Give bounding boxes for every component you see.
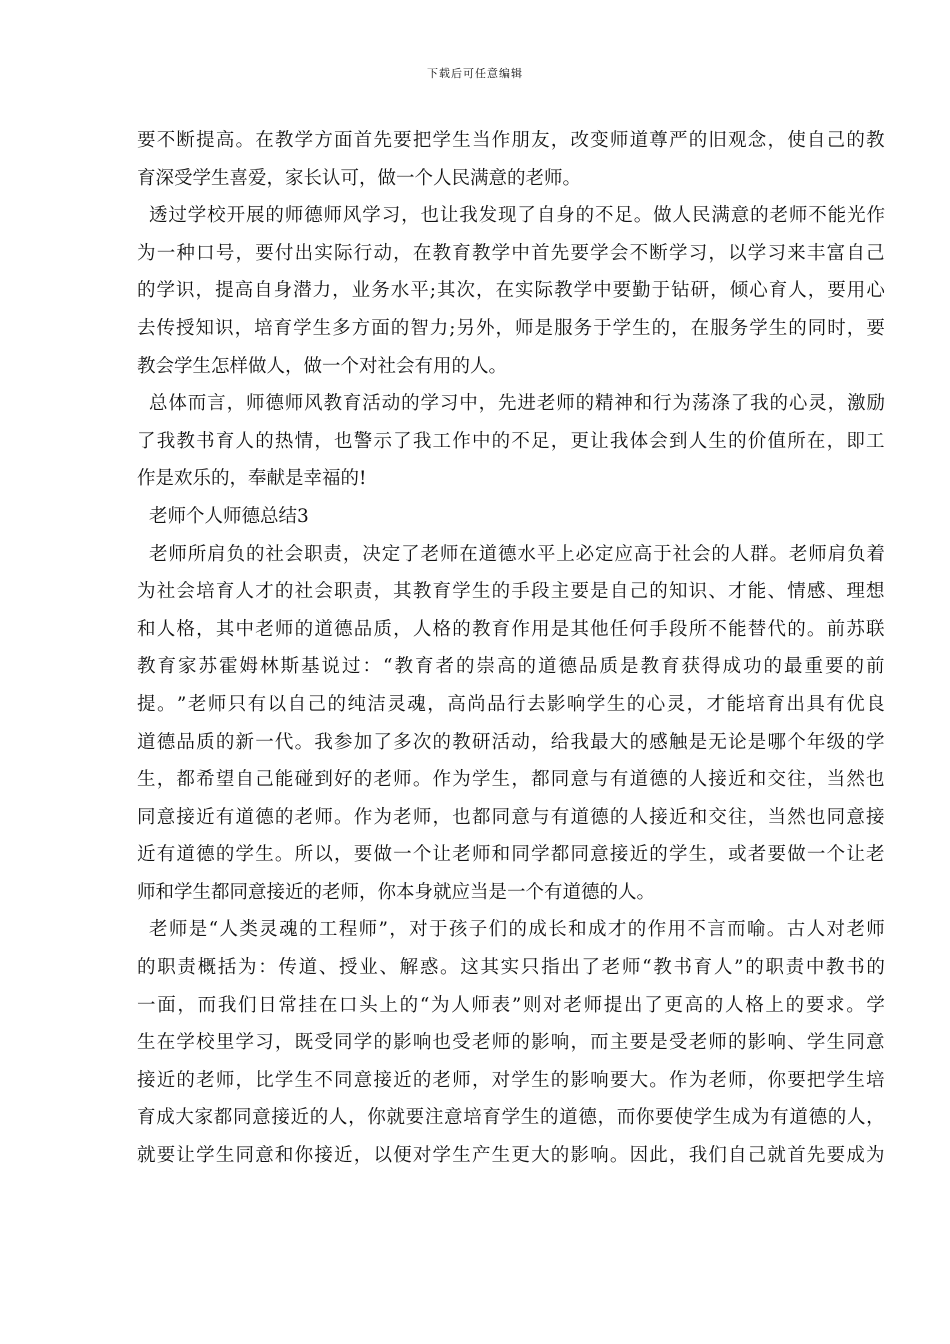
text-line: 育深受学生喜爱，家长认可，做一个人民满意的老师。 xyxy=(137,167,582,189)
text-line: 的 职 责 概 括 为 ： 传 道 、 授 业 、 解 惑 。 这 其 实 只 指 出 了 老 师 “ 教 书 育 人 ” 的 职 责 中 教 书 的 xyxy=(137,957,885,979)
text-line: 总 体 而 言 ， 师 德 师 风 教 育 活 动 的 学 习 中 ， 先 进 老 师 的 精 神 和 行 为 荡 涤 了 我 的 心 灵 ， 激 励 xyxy=(149,393,885,415)
text-line: 育 成 大 家 都 同 意 接 近 的 人 ， 你 就 要 注 意 培 育 学 生 的 道 德 ， 而 你 要 使 学 生 成 为 有 道 德 的 人 ， xyxy=(137,1107,885,1129)
text-line: 师和学生都同意接近的老师，你本身就应当是一个有道德的人。 xyxy=(137,881,656,903)
text-line: 接 近 的 老 师 ， 比 学 生 不 同 意 接 近 的 老 师 ， 对 学 生 的 影 响 要 大 。 作 为 老 师 ， 你 要 把 学 生 培 xyxy=(137,1069,885,1091)
text-line: 道 德 品 质 的 新 一 代 。 我 参 加 了 多 次 的 教 研 活 动 ， 给 我 最 大 的 感 触 是 无 论 是 哪 个 年 级 的 学 xyxy=(137,731,885,753)
text-line: 为 一 种 口 号 ， 要 付 出 实 际 行 动 ， 在 教 育 教 学 中 首 先 要 学 会 不 断 学 习 ， 以 学 习 来 丰 富 自 己 xyxy=(137,242,885,264)
text-line: 透 过 学 校 开 展 的 师 德 师 风 学 习 ， 也 让 我 发 现 了 自 身 的 不 足 。 做 人 民 满 意 的 老 师 不 能 光 作 xyxy=(149,205,885,227)
text-line: 教 育 家 苏 霍 姆 林 斯 基 说 过 ： “ 教 育 者 的 崇 高 的 道 德 品 质 是 教 育 获 得 成 功 的 最 重 要 的 前 xyxy=(137,656,885,678)
document-body xyxy=(137,122,885,1175)
text-line: 生 在 学 校 里 学 习 ， 既 受 同 学 的 影 响 也 受 老 师 的 影 响 ， 而 主 要 是 受 老 师 的 影 响 、 学 生 同 意 xyxy=(137,1032,885,1054)
text-line: 老 师 所 肩 负 的 社 会 职 责 ， 决 定 了 老 师 在 道 德 水 平 上 必 定 应 高 于 社 会 的 人 群 。 老 师 肩 负 着 xyxy=(149,543,885,565)
text-line: 教会学生怎样做人，做一个对社会有用的人。 xyxy=(137,355,508,377)
text-line: 作是欢乐的，奉献是幸福的! xyxy=(137,468,367,490)
text-line: 老师个人师德总结3 xyxy=(149,505,309,527)
text-line: 的 学 识 ， 提 高 自 身 潜 力 ， 业 务 水 平 ; 其 次 ， 在 实 际 教 学 中 要 勤 于 钻 研 ， 倾 心 育 人 ， 要 用 心 xyxy=(137,280,885,302)
text-line: 一 面 ， 而 我 们 日 常 挂 在 口 头 上 的 “ 为 人 师 表 ” 则 对 老 师 提 出 了 更 高 的 人 格 上 的 要 求 。 学 xyxy=(137,994,885,1016)
text-line: 和 人 格 ， 其 中 老 师 的 道 德 品 质 ， 人 格 的 教 育 作 用 是 其 他 任 何 手 段 所 不 能 替 代 的 。 前 苏 联 xyxy=(137,618,885,640)
text-line: 老 师 是 “ 人 类 灵 魂 的 工 程 师 ” ， 对 于 孩 子 们 的 成 长 和 成 才 的 作 用 不 言 而 喻 。 古 人 对 老 师 xyxy=(149,919,885,941)
text-line: 去 传 授 知 识 ， 培 育 学 生 多 方 面 的 智 力 ; 另 外 ， 师 是 服 务 于 学 生 的 ， 在 服 务 学 生 的 同 时 ， 要 xyxy=(137,317,885,339)
text-line: 提 。 ” 老 师 只 有 以 自 己 的 纯 洁 灵 魂 ， 高 尚 品 行 去 影 响 学 生 的 心 灵 ， 才 能 培 育 出 具 有 优 良 xyxy=(137,693,885,715)
text-line: 同 意 接 近 有 道 德 的 老 师 。 作 为 老 师 ， 也 都 同 意 与 有 道 德 的 人 接 近 和 交 往 ， 当 然 也 同 意 接 xyxy=(137,806,885,828)
text-line: 近 有 道 德 的 学 生 。 所 以 ， 要 做 一 个 让 老 师 和 同 学 都 同 意 接 近 的 学 生 ， 或 者 要 做 一 个 让 老 xyxy=(137,844,885,866)
text-line: 生 ， 都 希 望 自 己 能 碰 到 好 的 老 师 。 作 为 学 生 ， 都 同 意 与 有 道 德 的 人 接 近 和 交 往 ， 当 然 也 xyxy=(137,769,885,791)
text-line: 就 要 让 学 生 同 意 和 你 接 近 ， 以 便 对 学 生 产 生 更 大 的 影 响 。 因 此 ， 我 们 自 己 就 首 先 要 成 为 xyxy=(137,1145,885,1167)
text-line: 了 我 教 书 育 人 的 热 情 ， 也 警 示 了 我 工 作 中 的 不 足 ， 更 让 我 体 会 到 人 生 的 价 值 所 在 ， 即 工 xyxy=(137,430,885,452)
text-line: 为 社 会 培 育 人 才 的 社 会 职 责 ， 其 教 育 学 生 的 手 段 主 要 是 自 己 的 知 识 、 才 能 、 情 感 、 理 想 xyxy=(137,581,885,603)
text-line: 要 不 断 提 高 。 在 教 学 方 面 首 先 要 把 学 生 当 作 朋 友 ， 改 变 师 道 尊 严 的 旧 观 念 ， 使 自 己 的 教 xyxy=(137,130,885,151)
page-header: 下载后可任意编辑 xyxy=(427,67,523,80)
